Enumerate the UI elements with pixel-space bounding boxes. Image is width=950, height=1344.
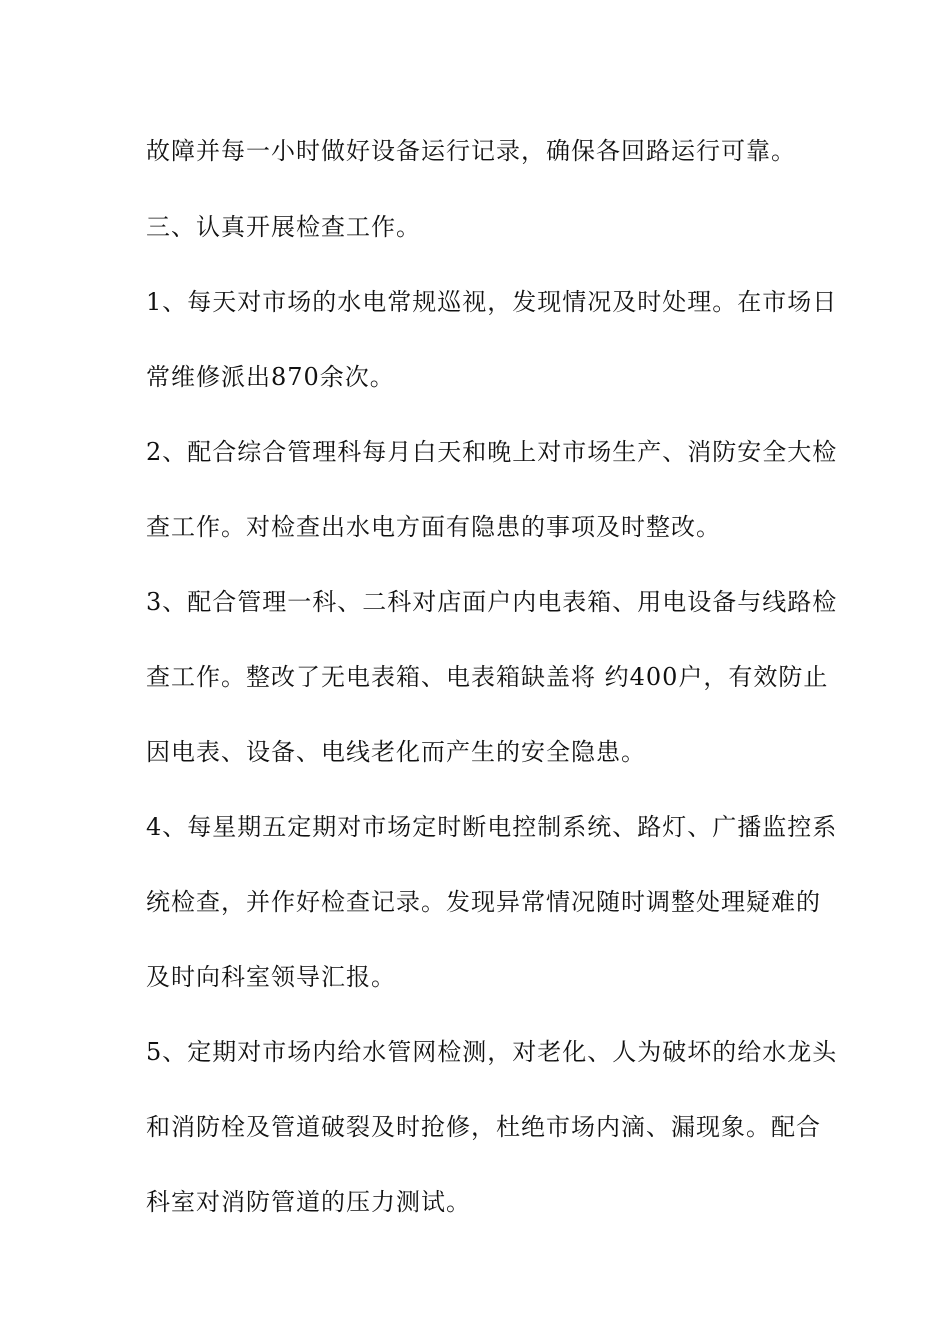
text-line: 1、每天对市场的水电常规巡视，发现情况及时处理。在市场日 [146,288,838,316]
section-heading: 三、认真开展检查工作。 [146,213,421,241]
text-line: 故障并每一小时做好设备运行记录，确保各回路运行可靠。 [146,137,796,165]
text-line: 3、配合管理一科、二科对店面户内电表箱、用电设备与线路检 [146,588,838,616]
text-line: 及时向科室领导汇报。 [146,963,396,991]
text-line: 因电表、设备、电线老化而产生的安全隐患。 [146,738,646,766]
text-line: 科室对消防管道的压力测试。 [146,1188,471,1216]
text-line: 常维修派出870余次。 [146,363,395,391]
text-line: 5、定期对市场内给水管网检测，对老化、人为破坏的给水龙头 [146,1038,838,1066]
text-line: 统检查，并作好检查记录。发现异常情况随时调整处理疑难的 [146,888,821,916]
text-line: 4、每星期五定期对市场定时断电控制系统、路灯、广播监控系 [146,813,838,841]
text-line: 2、配合综合管理科每月白天和晚上对市场生产、消防安全大检 [146,438,838,466]
text-line: 和消防栓及管道破裂及时抢修，杜绝市场内滴、漏现象。配合 [146,1113,821,1141]
text-line: 查工作。对检查出水电方面有隐患的事项及时整改。 [146,513,721,541]
text-line: 查工作。整改了无电表箱、电表箱缺盖将 约400户，有效防止 [146,663,829,691]
